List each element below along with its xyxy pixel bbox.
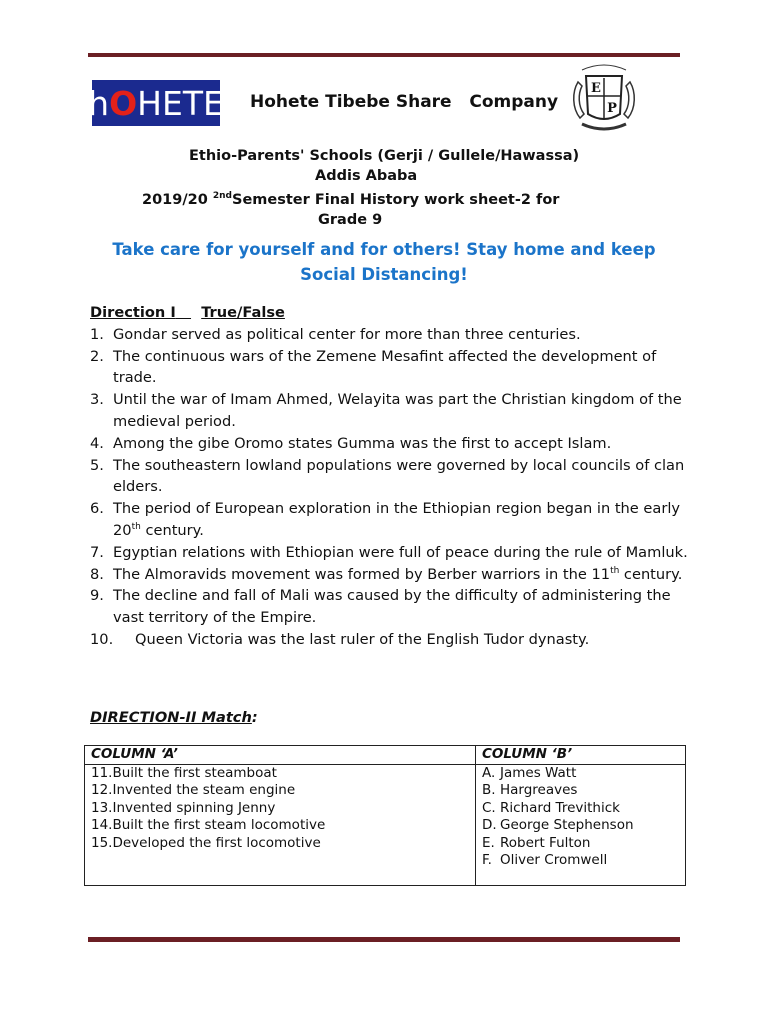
school-city: Addis Ababa: [315, 168, 418, 184]
list-item: F. Oliver Cromwell: [482, 852, 608, 868]
list-item: B. Hargreaves: [482, 782, 578, 798]
column-b-cell: [476, 764, 686, 886]
matching-table: [84, 745, 686, 886]
true-false-list: [90, 324, 690, 651]
list-item: 2. The continuous wars of the Zemene Mesafint affected the development of trade.: [90, 347, 657, 387]
list-item: 3. Until the war of Imam Ahmed, Welayita was part the Christian kingdom of the medieval period.: [90, 391, 682, 430]
svg-text:P: P: [607, 101, 617, 116]
letterhead: [88, 62, 652, 136]
list-item: 4. Among the gibe Oromo states Gumma was the first to accept Islam.: [90, 434, 612, 452]
list-item: 15.Developed the first locomotive: [91, 834, 321, 851]
list-item: 12.Invented the steam engine: [91, 782, 296, 798]
hohete-logo: h O HETE: [92, 80, 220, 126]
school-names: Ethio-Parents' Schools (Gerji / Gullele/Hawassa): [189, 148, 580, 164]
direction-1-heading: Direction I True/False: [90, 304, 285, 321]
bottom-rule: [88, 937, 680, 942]
column-a-cell: [85, 764, 476, 886]
list-item: 10. Queen Victoria was the last ruler of the English Tudor dynasty.: [90, 630, 590, 648]
list-item: C. Richard Trevithick: [482, 799, 620, 816]
list-item: E. Robert Fulton: [482, 834, 591, 851]
list-item: 8. The Almoravids movement was formed by Berber warriors in the 11th century.: [90, 565, 683, 583]
list-item: 6. The period of European exploration in the Ethiopian region began in the early 20th century.: [90, 500, 681, 539]
list-item: D. George Stephenson: [482, 817, 634, 833]
list-item: 7. Egyptian relations with Ethiopian were full of peace during the rule of Mamluk.: [90, 543, 688, 561]
list-item: 14.Built the first steam locomotive: [91, 817, 326, 833]
top-rule: [88, 53, 680, 57]
direction-1-section: [90, 302, 690, 651]
grade-level: Grade 9: [318, 212, 383, 228]
column-b-header: COLUMN ‘B’: [476, 746, 686, 765]
list-item: 11.Built the first steamboat: [91, 764, 277, 781]
worksheet-title: 2019/20 $^{2nd}$Semester Final History work sheet-2 for: [142, 191, 560, 208]
column-a-header: COLUMN ‘A’: [85, 746, 476, 765]
motto: Take care for yourself and for others! Stay home and keep Social Distancing!: [112, 240, 656, 284]
direction-2-heading: DIRECTION-II Match:: [90, 709, 258, 726]
list-item: 9. The decline and fall of Mali was caused by the difficulty of administering the vast territory of the Empire.: [90, 587, 671, 627]
list-item: 1. Gondar served as political center for more than three centuries.: [90, 325, 581, 343]
svg-text:E: E: [591, 81, 601, 96]
list-item: 5. The southeastern lowland populations were governed by local councils of clan elders.: [90, 456, 685, 496]
school-seal-icon: [570, 62, 638, 134]
company-name: Hohete Tibebe Share Company: [250, 92, 559, 112]
list-item: A. James Watt: [482, 764, 577, 781]
list-item: 13.Invented spinning Jenny: [91, 799, 276, 816]
